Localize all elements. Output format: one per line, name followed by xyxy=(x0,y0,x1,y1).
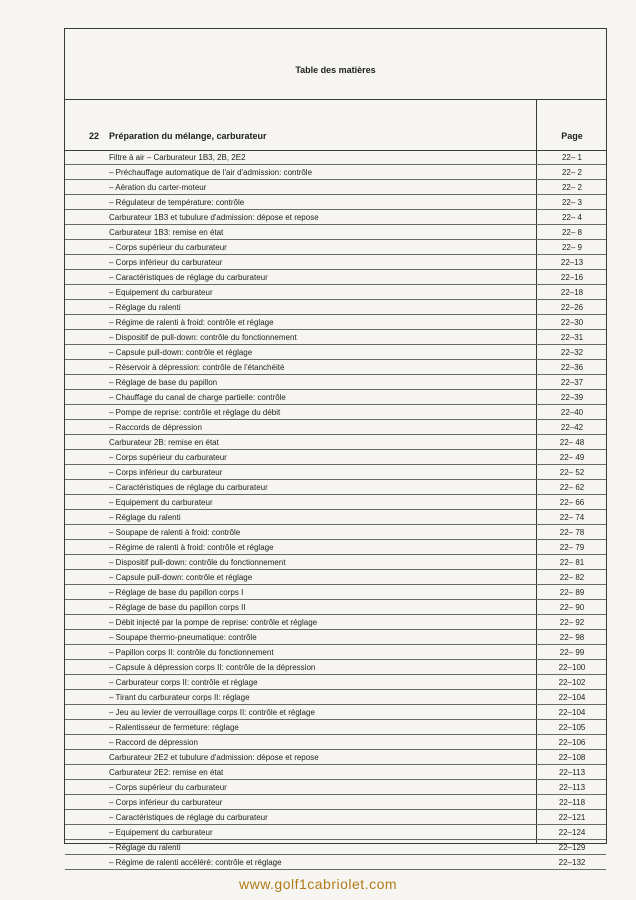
toc-entry-page: 22–31 xyxy=(560,333,584,342)
toc-entry-title: – Régime de ralenti accéléré: contrôle et réglage xyxy=(109,858,282,867)
toc-entry xyxy=(65,315,606,330)
toc-entry-title: – Réglage de base du papillon corps II xyxy=(109,603,246,612)
toc-entry-page: 22–104 xyxy=(558,708,586,717)
toc-entry xyxy=(65,780,606,795)
toc-entry-title: – Chauffage du canal de charge partielle: contrôle xyxy=(109,393,286,402)
website-footer[interactable]: www.golf1cabriolet.com xyxy=(238,876,398,892)
toc-entry xyxy=(65,810,606,825)
toc-entry-page: 22–102 xyxy=(558,678,586,687)
toc-entry-title: – Corps inférieur du carburateur xyxy=(109,258,223,267)
toc-entry xyxy=(65,765,606,780)
toc-entry xyxy=(65,840,606,855)
toc-entry-page: 22–108 xyxy=(558,753,586,762)
toc-entry xyxy=(65,570,606,585)
toc-entry xyxy=(65,750,606,765)
toc-entry xyxy=(65,195,606,210)
toc-entry xyxy=(65,825,606,840)
toc-entry-page: 22– 4 xyxy=(561,213,583,222)
toc-entry-page: 22–113 xyxy=(558,768,586,777)
toc-entry-page: 22– 81 xyxy=(559,558,585,567)
toc-entry xyxy=(65,480,606,495)
toc-entry xyxy=(65,465,606,480)
toc-entry xyxy=(65,270,606,285)
toc-entry-page: 22–118 xyxy=(558,798,586,807)
toc-entry-title: – Soupape thermo-pneumatique: contrôle xyxy=(109,633,257,642)
toc-entry-title: – Papillon corps II: contrôle du fonctionnement xyxy=(109,648,274,657)
toc-entry-title: – Aération du carter-moteur xyxy=(109,183,207,192)
toc-entry xyxy=(65,675,606,690)
chapter-header xyxy=(65,100,606,151)
toc-entry xyxy=(65,555,606,570)
toc-entry-title: – Débit injecté par la pompe de reprise: contrôle et réglage xyxy=(109,618,318,627)
toc-entry-page: 22– 82 xyxy=(559,573,585,582)
toc-entry-page: 22– 1 xyxy=(561,153,583,162)
toc-entry xyxy=(65,225,606,240)
toc-entry-page: 22– 99 xyxy=(559,648,585,657)
toc-entry-title: Carburateur 2E2: remise en état xyxy=(109,768,224,777)
toc-entry-title: – Réglage de base du papillon corps I xyxy=(109,588,244,597)
toc-entry xyxy=(65,615,606,630)
toc-entry-page: 22– 8 xyxy=(561,228,583,237)
toc-entry xyxy=(65,240,606,255)
toc-entry-title: – Equipement du carburateur xyxy=(109,498,213,507)
toc-entry-page: 22– 62 xyxy=(559,483,585,492)
toc-entry-page: 22–106 xyxy=(558,738,586,747)
toc-entry-page: 22–100 xyxy=(558,663,586,672)
toc-entry-page: 22–104 xyxy=(558,693,586,702)
chapter-title: Préparation du mélange, carburateur xyxy=(109,131,267,141)
toc-entry-page: 22– 52 xyxy=(559,468,585,477)
toc-entry xyxy=(65,495,606,510)
toc-entry xyxy=(65,360,606,375)
toc-entry-page: 22–36 xyxy=(560,363,584,372)
toc-entry xyxy=(65,390,606,405)
toc-entry-title: – Equipement du carburateur xyxy=(109,288,213,297)
toc-entry-page: 22–42 xyxy=(560,423,584,432)
toc-entry-title: – Equipement du carburateur xyxy=(109,828,213,837)
toc-entry-title: – Caractéristiques de réglage du carburateur xyxy=(109,483,268,492)
toc-entry-title: – Corps inférieur du carburateur xyxy=(109,468,223,477)
toc-entry-title: – Régulateur de température: contrôle xyxy=(109,198,245,207)
toc-entry-page: 22–105 xyxy=(558,723,586,732)
toc-entry xyxy=(65,165,606,180)
toc-entry-title: – Capsule à dépression corps II: contrôle de la dépression xyxy=(109,663,316,672)
toc-entry xyxy=(65,735,606,750)
toc-entry-title: – Soupape de ralenti à froid: contrôle xyxy=(109,528,241,537)
toc-entry-page: 22– 78 xyxy=(559,528,585,537)
toc-entry-page: 22–16 xyxy=(560,273,584,282)
toc-entry-title: – Caractéristiques de réglage du carburateur xyxy=(109,813,268,822)
toc-entry-title: – Ralentisseur de fermeture: réglage xyxy=(109,723,239,732)
toc-entry-title: Carburateur 2E2 et tubulure d'admission: dépose et repose xyxy=(109,753,319,762)
toc-entry-title: – Corps inférieur du carburateur xyxy=(109,798,223,807)
toc-sheet xyxy=(64,28,607,867)
toc-entry-page: 22– 9 xyxy=(561,243,583,252)
toc-entry xyxy=(65,705,606,720)
toc-entry-title: – Préchauffage automatique de l'air d'admission: contrôle xyxy=(109,168,313,177)
toc-entry-title: – Réglage du ralenti xyxy=(109,843,181,852)
toc-entry-page: 22–26 xyxy=(560,303,584,312)
toc-entry-page: 22– 98 xyxy=(559,633,585,642)
toc-entry-title: – Tirant du carburateur corps II: réglage xyxy=(109,693,250,702)
toc-entry-title: – Régime de ralenti à froid: contrôle et réglage xyxy=(109,543,274,552)
toc-entry-page: 22– 74 xyxy=(559,513,585,522)
toc-entry-title: – Raccords de dépression xyxy=(109,423,202,432)
toc-entry-page: 22–113 xyxy=(558,783,586,792)
toc-entry-title: Carburateur 2B: remise en état xyxy=(109,438,219,447)
toc-entry xyxy=(65,285,606,300)
toc-entry-page: 22– 48 xyxy=(559,438,585,447)
toc-entry xyxy=(65,210,606,225)
toc-entries xyxy=(65,150,606,870)
toc-entry xyxy=(65,795,606,810)
toc-entry xyxy=(65,435,606,450)
toc-entry-page: 22– 92 xyxy=(559,618,585,627)
toc-entry-page: 22–129 xyxy=(558,843,586,852)
toc-entry-title: – Réglage du ralenti xyxy=(109,513,181,522)
toc-entry-page: 22–13 xyxy=(560,258,584,267)
toc-entry-page: 22– 2 xyxy=(561,183,583,192)
toc-entry-page: 22– 66 xyxy=(559,498,585,507)
toc-entry xyxy=(65,645,606,660)
toc-entry-title: – Réglage du ralenti xyxy=(109,303,181,312)
toc-entry-title: – Régime de ralenti à froid: contrôle et réglage xyxy=(109,318,274,327)
toc-entry-page: 22– 89 xyxy=(559,588,585,597)
toc-entry-title: Carburateur 1B3 et tubulure d'admission: dépose et repose xyxy=(109,213,319,222)
toc-entry xyxy=(65,585,606,600)
toc-entry-page: 22– 79 xyxy=(559,543,585,552)
toc-entry-title: – Raccord de dépression xyxy=(109,738,198,747)
toc-entry-page: 22– 3 xyxy=(561,198,583,207)
toc-entry-title: – Capsule pull-down: contrôle et réglage xyxy=(109,573,253,582)
toc-entry-page: 22–40 xyxy=(560,408,584,417)
toc-entry xyxy=(65,525,606,540)
toc-entry-title: – Corps supérieur du carburateur xyxy=(109,783,227,792)
toc-entry xyxy=(65,855,606,870)
toc-entry xyxy=(65,345,606,360)
document-title: Table des matières xyxy=(295,65,376,75)
toc-entry xyxy=(65,150,606,165)
toc-entry-page: 22– 49 xyxy=(559,453,585,462)
toc-entry xyxy=(65,330,606,345)
toc-entry xyxy=(65,300,606,315)
toc-entry xyxy=(65,720,606,735)
toc-entry-page: 22–18 xyxy=(560,288,584,297)
toc-entry-title: – Pompe de reprise: contrôle et réglage du débit xyxy=(109,408,281,417)
toc-entry xyxy=(65,630,606,645)
toc-entry xyxy=(65,510,606,525)
toc-entry-title: – Carburateur corps II: contrôle et réglage xyxy=(109,678,258,687)
toc-entry xyxy=(65,450,606,465)
toc-entry-title: – Corps supérieur du carburateur xyxy=(109,453,227,462)
toc-entry-title: Filtre à air – Carburateur 1B3, 2B, 2E2 xyxy=(109,153,246,162)
toc-entry-page: 22–121 xyxy=(558,813,586,822)
toc-entry xyxy=(65,660,606,675)
toc-entry xyxy=(65,600,606,615)
toc-entry xyxy=(65,255,606,270)
chapter-number: 22 xyxy=(89,131,100,141)
toc-entry-title: Carburateur 1B3: remise en état xyxy=(109,228,224,237)
toc-entry-page: 22– 2 xyxy=(561,168,583,177)
toc-entry-title: – Réservoir à dépression: contrôle de l'étanchéité xyxy=(109,363,285,372)
toc-entry-page: 22–132 xyxy=(558,858,586,867)
toc-entry-title: – Caractéristiques de réglage du carburateur xyxy=(109,273,268,282)
toc-entry-title: – Réglage de base du papillon xyxy=(109,378,218,387)
toc-entry xyxy=(65,690,606,705)
toc-entry-title: – Corps supérieur du carburateur xyxy=(109,243,227,252)
toc-entry-page: 22–32 xyxy=(560,348,584,357)
toc-entry-page: 22–39 xyxy=(560,393,584,402)
page-column-label: Page xyxy=(561,131,583,141)
toc-entry xyxy=(65,180,606,195)
toc-entry-page: 22–30 xyxy=(560,318,584,327)
toc-entry-page: 22–37 xyxy=(560,378,584,387)
toc-entry-title: – Capsule pull-down: contrôle et réglage xyxy=(109,348,253,357)
toc-entry-title: – Dispositif pull-down: contrôle du fonctionnement xyxy=(109,558,286,567)
toc-entry-title: – Jeu au levier de verrouillage corps II: contrôle et réglage xyxy=(109,708,315,717)
toc-entry-page: 22–124 xyxy=(558,828,586,837)
toc-entry-page: 22– 90 xyxy=(559,603,585,612)
toc-entry xyxy=(65,405,606,420)
toc-entry xyxy=(65,420,606,435)
toc-entry-title: – Dispositif de pull-down: contrôle du fonctionnement xyxy=(109,333,297,342)
toc-entry xyxy=(65,540,606,555)
toc-entry xyxy=(65,375,606,390)
